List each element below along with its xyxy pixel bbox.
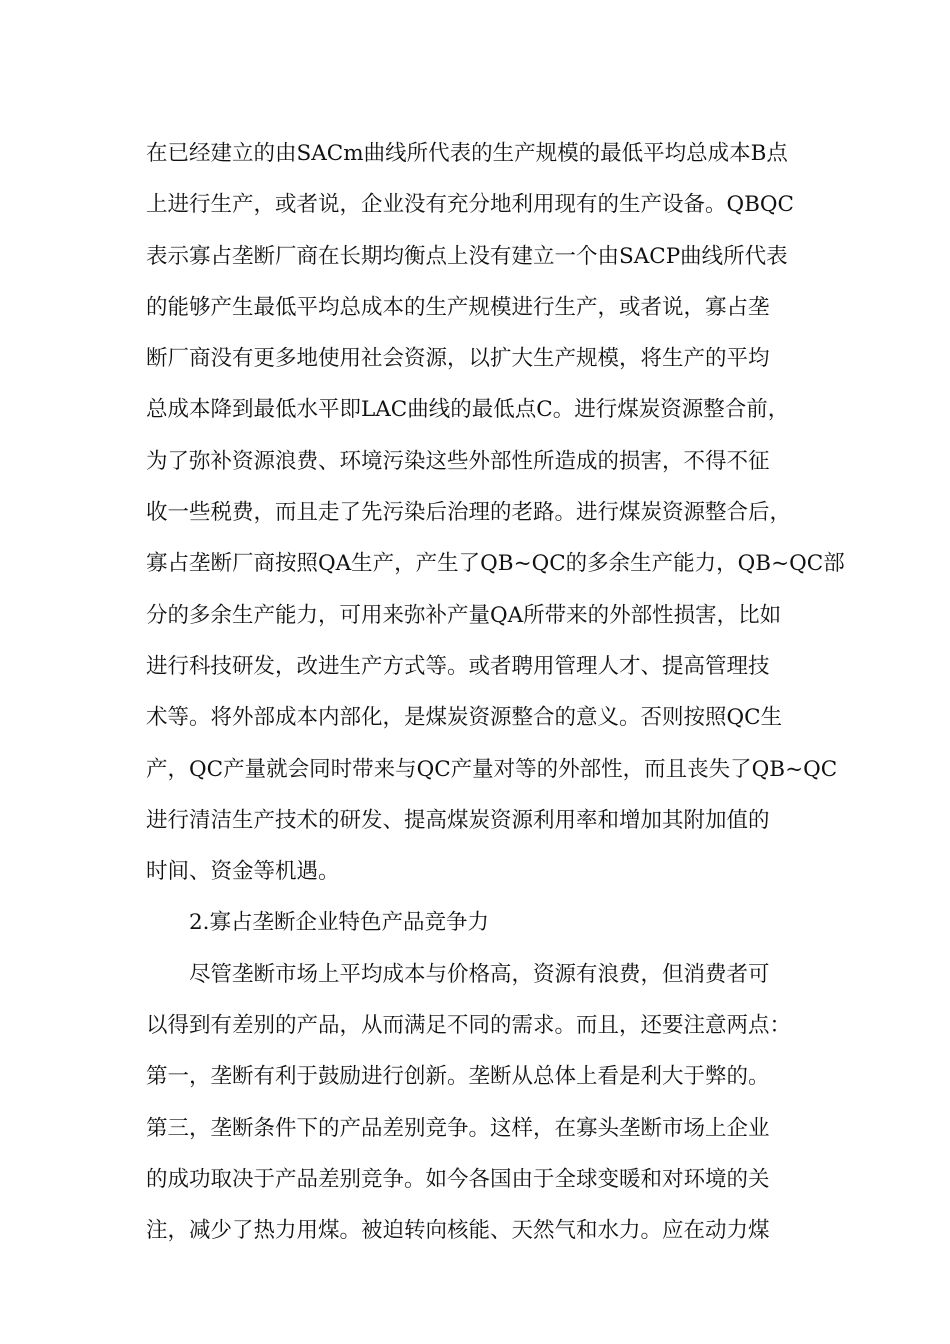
- text-line: 上进行生产，或者说，企业没有充分地利用现有的生产设备。QBQC: [146, 192, 795, 218]
- text-line: 进行科技研发，改进生产方式等。或者聘用管理人才、提高管理技: [146, 653, 770, 679]
- text-line: 第一，垄断有利于鼓励进行创新。垄断从总体上看是利大于弊的。: [146, 1064, 770, 1090]
- text-line: 注，减少了热力用煤。被迫转向核能、天然气和水力。应在动力煤: [146, 1218, 770, 1244]
- section-heading: 2.寡占垄断企业特色产品竞争力: [189, 910, 490, 936]
- text-line: 第三，垄断条件下的产品差别竞争。这样，在寡头垄断市场上企业: [146, 1115, 770, 1141]
- text-line: 总成本降到最低水平即LAC曲线的最低点C。进行煤炭资源整合前，: [146, 397, 790, 423]
- text-line: 分的多余生产能力，可用来弥补产量QA所带来的外部性损害，比如: [146, 602, 782, 628]
- text-line: 收一些税费，而且走了先污染后治理的老路。进行煤炭资源整合后，: [146, 500, 792, 526]
- paragraph-first-line: 尽管垄断市场上平均成本与价格高，资源有浪费，但消费者可: [189, 961, 770, 987]
- text-line: 产，QC产量就会同时带来与QC产量对等的外部性，而且丧失了QB~QC: [146, 756, 838, 782]
- text-line: 术等。将外部成本内部化，是煤炭资源整合的意义。否则按照QC生: [146, 705, 783, 731]
- text-line: 以得到有差别的产品，从而满足不同的需求。而且，还要注意两点：: [146, 1013, 792, 1039]
- text-line: 的成功取决于产品差别竞争。如今各国由于全球变暖和对环境的关: [146, 1166, 770, 1192]
- text-line: 寡占垄断厂商按照QA生产，产生了QB~QC的多余生产能力，QB~QC部: [146, 551, 845, 577]
- body-text: [146, 128, 845, 1257]
- text-line: 的能够产生最低平均总成本的生产规模进行生产，或者说，寡占垄: [146, 294, 770, 320]
- text-line: 在已经建立的由SACm曲线所代表的生产规模的最低平均总成本B点: [146, 141, 788, 166]
- text-line: 为了弥补资源浪费、环境污染这些外部性所造成的损害，不得不征: [146, 448, 770, 474]
- text-line: 断厂商没有更多地使用社会资源，以扩大生产规模，将生产的平均: [146, 346, 770, 372]
- text-line: 进行清洁生产技术的研发、提高煤炭资源利用率和增加其附加值的: [146, 807, 770, 833]
- text-line: 表示寡占垄断厂商在长期均衡点上没有建立一个由SACP曲线所代表: [146, 243, 788, 269]
- text-line: 时间、资金等机遇。: [146, 859, 340, 885]
